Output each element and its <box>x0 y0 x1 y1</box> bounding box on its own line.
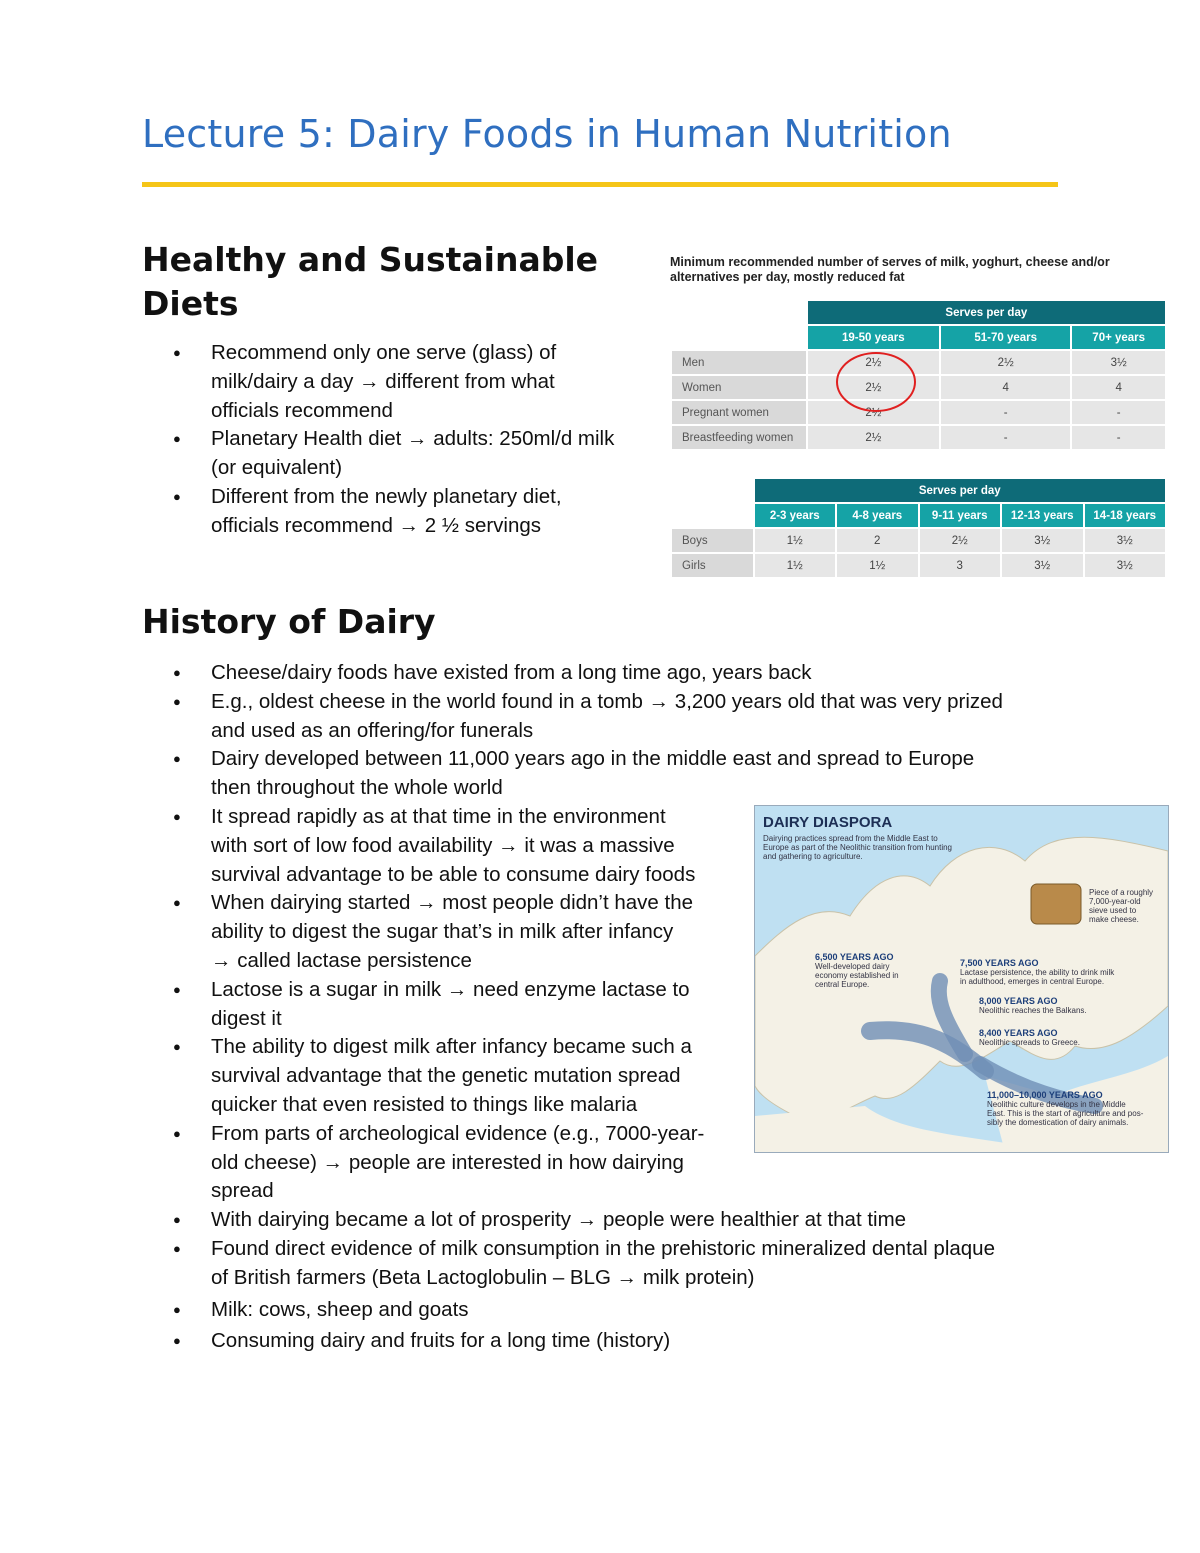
child-serves-table <box>670 477 1167 579</box>
table-cell: 2½ <box>808 351 939 374</box>
list-item: ● Consuming dairy and fruits for a long time (history) <box>142 1327 1072 1356</box>
map-title: DAIRY DIASPORA <box>763 814 893 831</box>
table-cell: 3½ <box>1002 554 1083 577</box>
list-item: ● Planetary Health diet → adults: 250ml/d milk (or equivalent) <box>142 425 662 483</box>
row-label: Women <box>672 376 806 399</box>
list-item: ● Found direct evidence of milk consumption in the prehistoric mineralized dental plaque of British farmers (Beta Lactoglobulin – BLG → milk protein) <box>142 1235 1072 1293</box>
column-header: 70+ years <box>1072 326 1165 349</box>
adult-serves-table <box>670 299 1167 451</box>
list-item: ● Cheese/dairy foods have existed from a long time ago, years back <box>142 659 1072 688</box>
table-row <box>672 426 1165 449</box>
table-caption: Minimum recommended number of serves of milk, yoghurt, cheese and/or alternatives per day, mostly reduced fat <box>670 255 1110 284</box>
table-cell: 2½ <box>808 376 939 399</box>
table-cell: - <box>941 401 1070 424</box>
row-label: Pregnant women <box>672 401 806 424</box>
list-item: ● Milk: cows, sheep and goats <box>142 1296 1072 1325</box>
table-cell: 3½ <box>1085 529 1166 552</box>
map-event-8400: 8,400 YEARS AGO Neolithic spreads to Greece. <box>979 1028 1080 1047</box>
row-label: Boys <box>672 529 753 552</box>
table-row <box>672 554 1165 577</box>
dairy-diaspora-map <box>754 805 1169 1153</box>
section-heading-healthy-diets: Healthy and Sustainable Diets <box>142 240 599 323</box>
table-row <box>672 376 1165 399</box>
table-cell: 4 <box>941 376 1070 399</box>
list-item: ● The ability to digest milk after infancy became such a survival advantage that the genetic mutation spread quicker that even resisted to things like malaria <box>142 1033 1072 1119</box>
sieve-caption: Piece of a roughly 7,000-year-old sieve used to make cheese. <box>1089 888 1154 924</box>
row-label: Girls <box>672 554 753 577</box>
column-header: 9-11 years <box>920 504 1001 527</box>
table-cell: - <box>1072 426 1165 449</box>
list-item: ● With dairying became a lot of prosperity → people were healthier at that time <box>142 1206 1072 1235</box>
page-title: Lecture 5: Dairy Foods in Human Nutrition <box>142 112 952 156</box>
list-item: ● Recommend only one serve (glass) of milk/dairy a day → different from what officials recommend <box>142 339 662 425</box>
column-header: 14-18 years <box>1085 504 1166 527</box>
row-label: Breastfeeding women <box>672 426 806 449</box>
table-cell: 2½ <box>808 426 939 449</box>
map-event-8000: 8,000 YEARS AGO Neolithic reaches the Balkans. <box>979 996 1087 1015</box>
table-cell: 2½ <box>941 351 1070 374</box>
list-item: ● From parts of archeological evidence (e.g., 7000-year- old cheese) → people are interested in how dairying spread <box>142 1120 1072 1206</box>
column-header: 51-70 years <box>941 326 1070 349</box>
list-item: ● It spread rapidly as at that time in the environment with sort of low food availability → it was a massive survival advantage to be able to consume dairy foods <box>142 803 1072 889</box>
table-row <box>672 401 1165 424</box>
table-cell: 4 <box>1072 376 1165 399</box>
row-label: Men <box>672 351 806 374</box>
map-event-6500: 6,500 YEARS AGO Well-developed dairy economy established in central Europe. <box>815 952 899 989</box>
list-item: ● Lactose is a sugar in milk → need enzyme lactase to digest it <box>142 976 1072 1034</box>
table-cell: - <box>1072 401 1165 424</box>
map-event-7500: 7,500 YEARS AGO Lactase persistence, the ability to drink milk in adulthood, emerges in central Europe. <box>960 958 1115 986</box>
highlight-circle <box>836 352 916 412</box>
table-cell: - <box>941 426 1070 449</box>
table-cell: 3½ <box>1002 529 1083 552</box>
table-header: Serves per day <box>755 479 1166 502</box>
table-cell: 1½ <box>755 529 836 552</box>
map-event-11000: 11,000–10,000 YEARS AGO Neolithic culture develops in the Middle East. This is the start of agriculture and pos- sibly the domestication of dairy animals. <box>987 1090 1144 1127</box>
table-cell: 3½ <box>1072 351 1165 374</box>
table-cell: 3½ <box>1085 554 1166 577</box>
section-heading-history-of-dairy: History of Dairy <box>142 602 436 641</box>
table-cell: 1½ <box>837 554 918 577</box>
table-row <box>672 529 1165 552</box>
column-header: 4-8 years <box>837 504 918 527</box>
table-header: Serves per day <box>808 301 1165 324</box>
list-item: ● When dairying started → most people didn’t have the ability to digest the sugar that’s in milk after infancy → called lactase persistence <box>142 889 1072 975</box>
column-header: 12-13 years <box>1002 504 1083 527</box>
table-cell: 2½ <box>808 401 939 424</box>
table-cell: 2 <box>837 529 918 552</box>
list-item: ● Dairy developed between 11,000 years ago in the middle east and spread to Europe then throughout the whole world <box>142 745 1072 803</box>
table-row <box>672 351 1165 374</box>
list-item: ● E.g., oldest cheese in the world found in a tomb → 3,200 years old that was very prized and used as an offering/for funerals <box>142 688 1072 746</box>
healthy-diets-bullet-list <box>142 339 662 541</box>
column-header: 2-3 years <box>755 504 836 527</box>
table-cell: 2½ <box>920 529 1001 552</box>
column-header: 19-50 years <box>808 326 939 349</box>
table-cell: 3 <box>920 554 1001 577</box>
table-cell: 1½ <box>755 554 836 577</box>
map-intro-text: Dairying practices spread from the Middle East to Europe as part of the Neolithic transition from hunting and gathering to agriculture. <box>763 834 952 861</box>
title-underline <box>142 182 1058 187</box>
list-item: ● Different from the newly planetary diet, officials recommend → 2 ½ servings <box>142 483 662 541</box>
